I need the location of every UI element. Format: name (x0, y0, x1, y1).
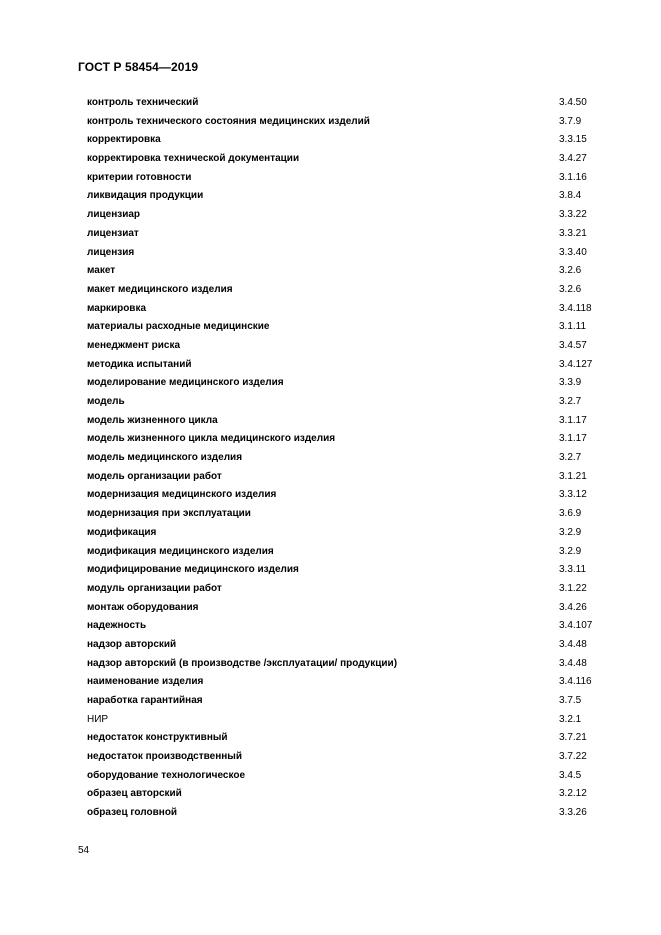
index-term: корректировка (87, 134, 161, 146)
index-row (87, 150, 607, 169)
index-term: модель медицинского изделия (87, 452, 243, 464)
index-reference-number: 3.2.9 (559, 526, 582, 538)
index-term: модель организации работ (87, 470, 222, 482)
index-row (87, 356, 607, 375)
index-term: надзор авторский (в производстве /эксплуатации/ продукции) (87, 657, 398, 669)
index-term: НИР (87, 713, 109, 725)
index-reference-number: 3.3.15 (559, 134, 587, 146)
index-row (87, 94, 607, 113)
index-term: оборудование технологическое (87, 769, 246, 781)
index-row (87, 524, 607, 543)
index-reference-number: 3.4.107 (559, 620, 593, 632)
index-row (87, 785, 607, 804)
index-reference-number: 3.2.6 (559, 283, 582, 295)
index-reference-number: 3.4.27 (559, 153, 587, 165)
index-term: макет (87, 265, 116, 277)
index-reference-number: 3.1.17 (559, 433, 587, 445)
index-reference-number: 3.3.22 (559, 209, 587, 221)
index-row (87, 561, 607, 580)
index-term: образец авторский (87, 788, 182, 800)
page-header-standard-title: ГОСТ Р 58454—2019 (78, 60, 199, 74)
index-row (87, 169, 607, 188)
index-term: лицензиар (87, 209, 141, 221)
index-reference-number: 3.6.9 (559, 508, 582, 520)
index-term: критерии готовности (87, 171, 192, 183)
index-reference-number: 3.4.116 (559, 676, 592, 688)
index-term: лицензия (87, 246, 135, 258)
index-row (87, 262, 607, 281)
index-reference-number: 3.2.12 (559, 788, 587, 800)
index-reference-number: 3.4.48 (559, 638, 587, 650)
index-term: методика испытаний (87, 358, 192, 370)
index-row (87, 767, 607, 786)
index-reference-number: 3.1.17 (559, 414, 587, 426)
index-reference-number: 3.1.21 (559, 470, 587, 482)
index-term: маркировка (87, 302, 147, 314)
page-number: 54 (78, 845, 90, 856)
index-row (87, 131, 607, 150)
index-row (87, 711, 607, 730)
index-row (87, 318, 607, 337)
index-reference-number: 3.2.1 (559, 713, 582, 725)
index-row (87, 617, 607, 636)
index-row (87, 187, 607, 206)
alphabetical-term-index (87, 94, 607, 823)
index-row (87, 673, 607, 692)
index-row (87, 412, 607, 431)
index-reference-number: 3.4.26 (559, 601, 587, 613)
index-row (87, 449, 607, 468)
index-reference-number: 3.4.50 (559, 97, 587, 108)
index-reference-number: 3.3.11 (559, 564, 587, 576)
index-term: модель (87, 396, 125, 407)
index-term: материалы расходные медицинские (87, 321, 270, 333)
index-reference-number: 3.1.22 (559, 582, 587, 594)
index-term: модель жизненного цикла (87, 414, 218, 426)
index-reference-number: 3.2.7 (559, 396, 582, 407)
index-term: монтаж оборудования (87, 601, 199, 613)
index-term: наименование изделия (87, 676, 204, 688)
index-row (87, 804, 607, 823)
index-reference-number: 3.2.6 (559, 265, 582, 277)
index-term: модернизация при эксплуатации (87, 508, 251, 520)
index-term: модуль организации работ (87, 582, 222, 594)
index-term: макет медицинского изделия (87, 283, 233, 295)
index-term: менеджмент риска (87, 339, 181, 351)
index-term: корректировка технической документации (87, 153, 300, 165)
index-reference-number: 3.7.9 (559, 115, 582, 127)
index-term: моделирование медицинского изделия (87, 377, 284, 389)
index-reference-number: 3.3.21 (559, 227, 587, 239)
index-reference-number: 3.4.127 (559, 358, 593, 370)
index-row (87, 113, 607, 132)
index-reference-number: 3.7.21 (559, 732, 587, 744)
index-term: лицензиат (87, 227, 139, 239)
index-row (87, 468, 607, 487)
index-reference-number: 3.7.5 (559, 695, 582, 706)
index-reference-number: 3.4.57 (559, 339, 587, 351)
index-reference-number: 3.3.12 (559, 489, 587, 501)
index-term: надзор авторский (87, 638, 177, 650)
index-reference-number: 3.4.48 (559, 657, 587, 669)
index-reference-number: 3.2.9 (559, 545, 582, 557)
index-row (87, 599, 607, 618)
index-row (87, 206, 607, 225)
index-row (87, 281, 607, 300)
index-row (87, 374, 607, 393)
index-row (87, 430, 607, 449)
index-reference-number: 3.2.7 (559, 452, 582, 464)
index-row (87, 729, 607, 748)
index-reference-number: 3.1.11 (559, 321, 587, 333)
index-term: модификация медицинского изделия (87, 545, 274, 557)
index-row (87, 300, 607, 319)
index-reference-number: 3.1.16 (559, 171, 587, 183)
index-term: недостаток конструктивный (87, 732, 228, 744)
index-term: надежность (87, 620, 147, 632)
index-row (87, 636, 607, 655)
index-term: образец головной (87, 807, 178, 819)
index-row (87, 486, 607, 505)
index-term: наработка гарантийная (87, 695, 203, 706)
index-term: ликвидация продукции (87, 190, 204, 202)
index-reference-number: 3.4.118 (559, 302, 592, 314)
index-term: контроль технического состояния медицинских изделий (87, 115, 370, 127)
index-row (87, 580, 607, 599)
index-row (87, 505, 607, 524)
index-row (87, 748, 607, 767)
index-term: модель жизненного цикла медицинского изделия (87, 433, 336, 445)
index-reference-number: 3.8.4 (559, 190, 582, 202)
index-row (87, 543, 607, 562)
index-row (87, 655, 607, 674)
index-term: модернизация медицинского изделия (87, 489, 277, 501)
index-term: модификация (87, 526, 157, 538)
index-row (87, 225, 607, 244)
index-reference-number: 3.7.22 (559, 751, 587, 763)
index-reference-number: 3.3.40 (559, 246, 587, 258)
index-reference-number: 3.3.26 (559, 807, 587, 819)
index-term: недостаток производственный (87, 751, 242, 763)
index-row (87, 244, 607, 263)
index-term: модифицирование медицинского изделия (87, 564, 299, 576)
index-reference-number: 3.4.5 (559, 769, 582, 781)
index-row (87, 692, 607, 711)
index-row (87, 393, 607, 412)
index-reference-number: 3.3.9 (559, 377, 582, 389)
index-term: контроль технический (87, 97, 199, 108)
index-row (87, 337, 607, 356)
